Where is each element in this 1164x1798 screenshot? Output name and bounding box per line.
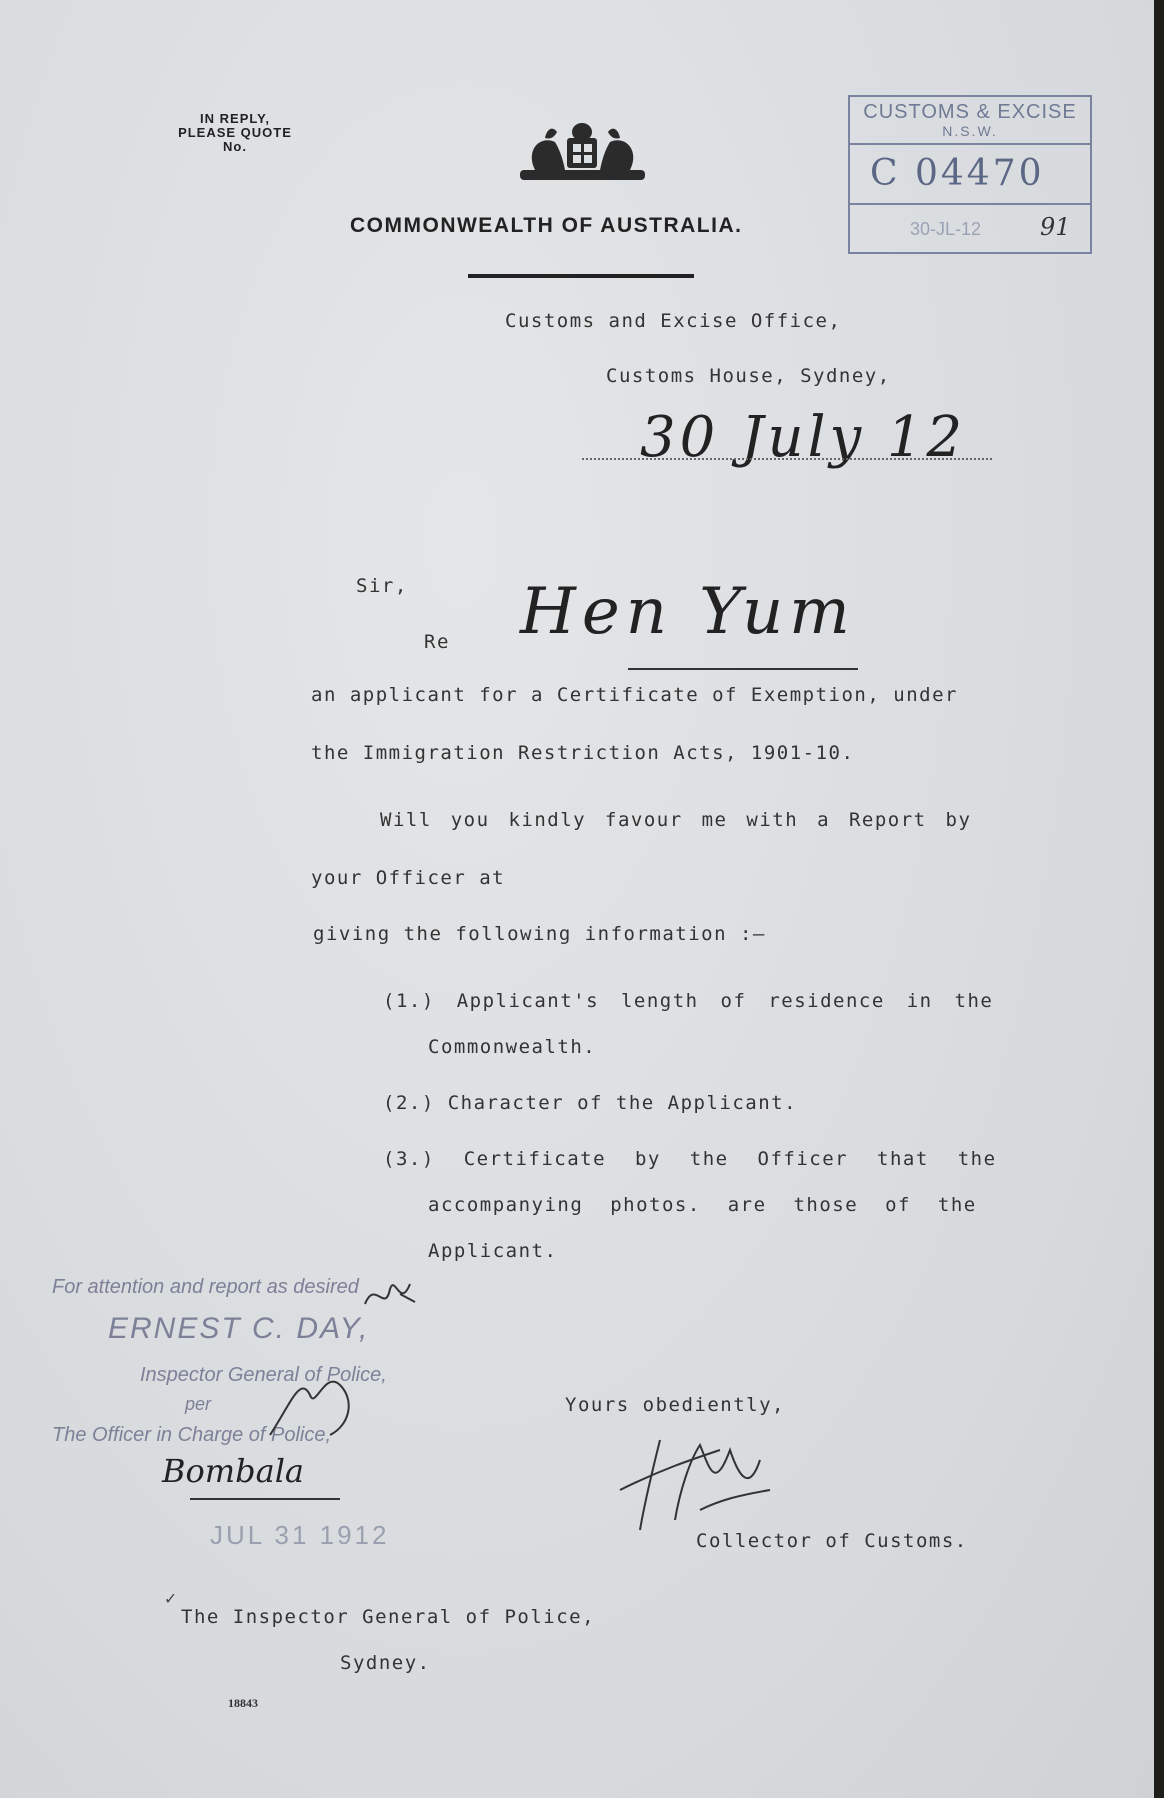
reply-note — [160, 112, 310, 154]
reply-line-3: No. — [223, 139, 247, 154]
item-3-line-3: Applicant. — [428, 1240, 558, 1262]
name-underline — [628, 668, 858, 670]
customs-stamp-handwritten-number: 91 — [1040, 213, 1071, 241]
police-stamp-per: per — [185, 1394, 212, 1414]
item-2: (2.) Character of the Applicant. — [383, 1092, 798, 1114]
police-stamp-line1: For attention and report as desired — [52, 1276, 359, 1298]
customs-stamp-line2: N.S.W. — [942, 123, 998, 139]
police-signature-scribble-icon — [260, 1365, 370, 1445]
letter-date-handwritten: 30 July 12 — [640, 405, 967, 470]
reply-line-1: IN REPLY, — [200, 111, 270, 126]
police-stamp-name: ERNEST C. DAY, — [108, 1312, 370, 1345]
closing: Yours obediently, — [565, 1394, 785, 1416]
applicant-name-handwritten: Hen Yum — [520, 575, 856, 649]
title-rule — [468, 274, 694, 278]
form-number: 18843 — [228, 1696, 258, 1710]
check-mark-icon: ✓ — [165, 1588, 176, 1609]
customs-house-address: Customs House, Sydney, — [606, 365, 891, 387]
collector-title: Collector of Customs. — [696, 1530, 968, 1552]
police-stamp-place-handwritten: Bombala — [162, 1452, 304, 1490]
body-line-2: the Immigration Restriction Acts, 1901-10. — [311, 742, 855, 764]
office-address: Customs and Excise Office, — [505, 310, 842, 332]
salutation: Sir, — [356, 575, 408, 597]
customs-stamp-number: C 04470 — [870, 153, 1045, 194]
recipient-line-2: Sydney. — [340, 1652, 431, 1674]
coat-of-arms-emblem — [515, 120, 650, 185]
customs-stamp-line1: CUSTOMS & EXCISE — [863, 101, 1077, 123]
recipient-line-1: The Inspector General of Police, — [181, 1606, 596, 1628]
document-title: COMMONWEALTH OF AUSTRALIA. — [350, 214, 743, 237]
item-1-line-1: (1.) Applicant's length of residence in the — [383, 990, 994, 1012]
item-3-line-2: accompanying photos. are those of the — [428, 1194, 977, 1216]
item-3-line-1: (3.) Certificate by the Officer that the — [383, 1148, 997, 1170]
police-stamp — [40, 1270, 460, 1560]
request-line-2: your Officer at — [311, 867, 506, 889]
re-label: Re — [424, 631, 450, 653]
request-line-3: giving the following information :— — [313, 923, 766, 945]
item-1-line-2: Commonwealth. — [428, 1036, 597, 1058]
body-line-1: an applicant for a Certificate of Exemption, under — [311, 684, 958, 706]
customs-stamp — [848, 95, 1092, 254]
police-stamp-title: Inspector General of Police, — [140, 1364, 387, 1386]
police-stamp-date: JUL 31 1912 — [210, 1520, 390, 1550]
customs-stamp-date: 30-JL-12 — [910, 219, 982, 239]
reply-line-2: PLEASE QUOTE — [178, 125, 292, 140]
request-line-1: Will you kindly favour me with a Report by — [380, 809, 972, 831]
collector-signature-scribble-icon — [600, 1420, 850, 1540]
date-dotted-line — [582, 458, 992, 460]
police-stamp-officer: The Officer in Charge of Police, — [52, 1424, 332, 1446]
initials-scribble-icon — [360, 1274, 420, 1324]
